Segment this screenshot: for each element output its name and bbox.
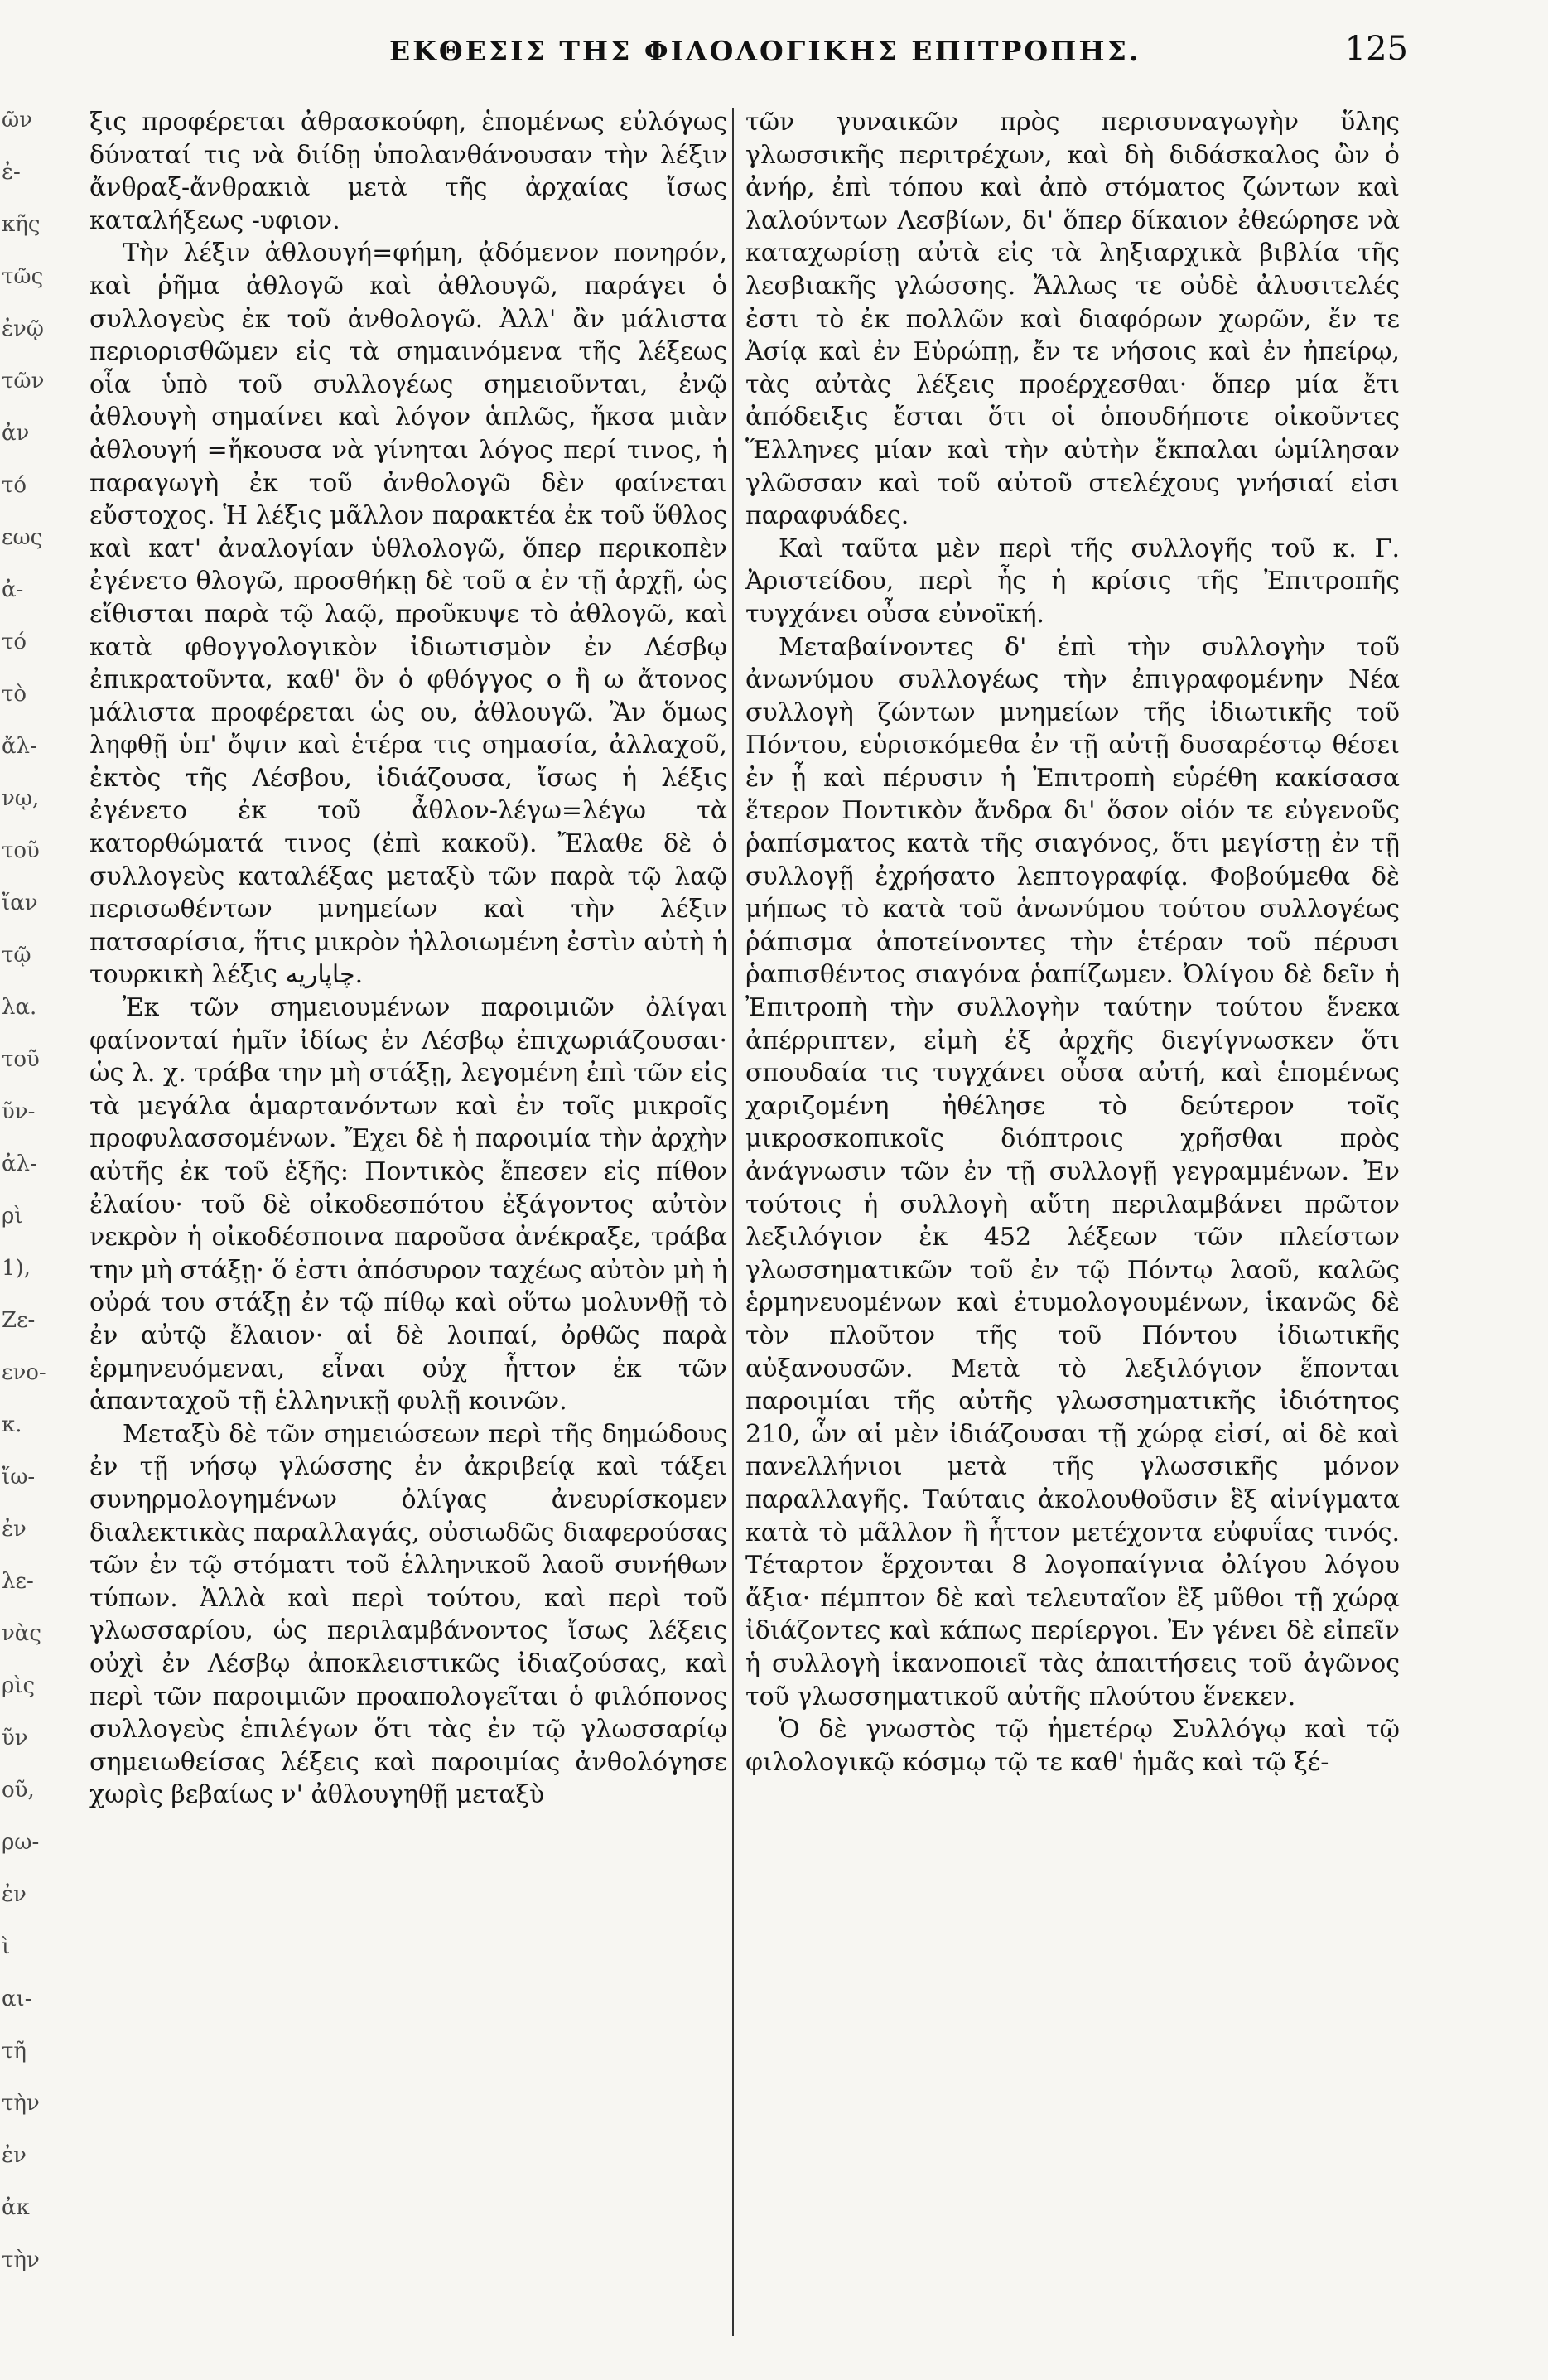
margin-fragment: ἐνῷ <box>2 316 44 341</box>
margin-fragment: τὸ <box>2 682 27 707</box>
margin-fragment: ἴω- <box>2 1465 36 1489</box>
margin-fragment: ἐν <box>2 2143 27 2168</box>
left-column-paragraph: Μεταξὺ δὲ τῶν σημειώσεων περὶ τῆς δημώδους ἐν τῇ νήσῳ γλώσσης ἐν ἀκριβείᾳ καὶ τάξει συνηρμολογημένων ὀλίγας ἀνευρίσκομεν διαλεκτικὰς παραλλαγάς, οὐσιωδῶς διαφερούσας τῶν ἐν τῷ στόματι τοῦ ἑλληνικοῦ λαοῦ συνήθων τύπων. Ἀλλὰ καὶ περὶ τούτου, καὶ περὶ τοῦ γλωσσαρίου, ὡς περιλαμβάνοντος ἴσως λέξεις οὐχὶ ἐν Λέσβῳ ἀποκλειστικῶς ἰδιαζούσας, καὶ περὶ τῶν παροιμιῶν προαπολογεῖται ὁ φιλόπονος συλλογεὺς ἐπιλέγων ὅτι τὰς ἐν τῷ γλωσσαρίῳ σημειωθείσας λέξεις καὶ παροιμίας ἀνθολόγησε χωρὶς βεβαίως ν' ἀθλουγηθῇ μεταξὺ <box>89 1419 727 1810</box>
margin-fragment: ἐν <box>2 1882 27 1907</box>
margin-fragment: ἀ- <box>2 577 24 602</box>
right-column-paragraph: τῶν γυναικῶν πρὸς περισυναγωγὴν ὕλης γλωσσικῆς περιτρέχων, καὶ δὴ διδάσκαλος ὢν ὁ ἀνήρ, ἐπὶ τόπου καὶ ἀπὸ στόματος ζώντων καὶ λαλούντων Λεσβίων, δι' ὅπερ δίκαιον ἐθεώρησε νὰ καταχωρίσῃ αὐτὰ εἰς τὰ ληξιαρχικὰ βιβλία τῆς λεσβιακῆς γλώσσης. Ἄλλως τε οὐδὲ ἀλυσιτελές ἐστι τὸ ἐκ πολλῶν καὶ διαφόρων χωρῶν, ἔν τε Ἀσίᾳ καὶ ἐν Εὐρώπῃ, ἔν τε νήσοις καὶ ἐν ἠπείρῳ, τὰς αὐτὰς λέξεις προέρχεσθαι· ὅπερ μία ἔτι ἀπόδειξις ἔσται ὅτι οἱ ὁπουδήποτε οἰκοῦντες Ἕλληνες μίαν καὶ τὴν αὐτὴν ἔκπαλαι ὡμίλησαν γλῶσσαν καὶ τοῦ αὐτοῦ στελέχους γνήσιαί εἰσι παραφυάδες. <box>745 108 1400 531</box>
left-column-paragraph: ξις προφέρεται ἀθρασκούφη, ἑπομένως εὐλόγως δύναταί τις νὰ διίδῃ ὑπολανθάνουσαν τὴν λέξιν ἄνθραξ-ἄνθρακιὰ μετὰ τῆς ἀρχαίας ἴσως καταλήξεως -υφιον. <box>89 108 727 235</box>
right-column <box>745 106 1400 1779</box>
margin-fragment: τό <box>2 630 27 654</box>
margin-fragment: ῦν- <box>2 1099 36 1124</box>
margin-fragment: νὰς <box>2 1621 41 1646</box>
margin-fragment: οῦ, <box>2 1778 35 1803</box>
column-divider <box>732 108 734 2336</box>
left-margin-bleed-through <box>0 108 50 2344</box>
margin-fragment: ενο- <box>2 1360 46 1385</box>
right-column-paragraph: Καὶ ταῦτα μὲν περὶ τῆς συλλογῆς τοῦ κ. Γ. Ἀριστείδου, περὶ ἧς ἡ κρίσις τῆς Ἐπιτροπῆς τυγχάνει οὖσα εὐνοϊκή. <box>745 533 1400 629</box>
margin-fragment: ἐ- <box>2 160 21 185</box>
margin-fragment: ὶ <box>2 1934 11 1959</box>
margin-fragment: ἀλ- <box>2 1151 37 1176</box>
margin-fragment: τοῦ <box>2 1047 40 1072</box>
margin-fragment: τοῦ <box>2 838 40 863</box>
margin-fragment: ῦν <box>2 1726 28 1750</box>
margin-fragment: τὴν <box>2 2247 40 2272</box>
margin-fragment: ρω- <box>2 1830 40 1855</box>
margin-fragment: τῷ <box>2 943 31 968</box>
margin-fragment: τῶν <box>2 369 45 393</box>
margin-fragment: 1), <box>2 1256 31 1281</box>
margin-fragment: τῶς <box>2 264 44 289</box>
left-column-paragraph: Ἐκ τῶν σημειουμένων παροιμιῶν ὀλίγαι φαίνονταί ἡμῖν ἰδίως ἐν Λέσβῳ ἐπιχωριάζουσαι· ὡς λ. χ. τράβα την μὴ στάξῃ, λεγομένη ἐπὶ τῶν εἰς τὰ μεγάλα ἁμαρτανόντων καὶ ἐν τοῖς μικροῖς προφυλασσομένων. Ἔχει δὲ ἡ παροιμία τὴν ἀρχὴν αὐτῆς ἐκ τοῦ ἑξῆς: Ποντικὸς ἔπεσεν εἰς πίθον ἐλαίου· τοῦ δὲ οἰκοδεσπότου ἐξάγοντος αὐτὸν νεκρὸν ἡ οἰκοδέσποινα παροῦσα ἀνέκραξε, τράβα την μὴ στάξῃ· ὅ ἐστι ἀπόσυρον ταχέως αὐτὸν μὴ ἡ οὐρά του στάξῃ ἐν τῷ πίθῳ καὶ οὕτω μολυνθῇ τὸ ἐν αὐτῷ ἔλαιον· αἱ δὲ λοιπαί, ὀρθῶς παρὰ ἑρμηνευόμεναι, εἶναι οὐχ ἧττον ἐκ τῶν ἁπανταχοῦ τῇ ἑλληνικῇ φυλῇ κοινῶν. <box>89 993 727 1417</box>
margin-fragment: τῆ <box>2 2039 27 2064</box>
margin-fragment: τὴν <box>2 2091 40 2116</box>
margin-fragment: ρὶς <box>2 1673 36 1698</box>
left-column <box>89 106 727 1812</box>
page-number: 125 <box>1344 30 1408 68</box>
margin-fragment: εως <box>2 525 43 550</box>
margin-fragment: νῳ, <box>2 786 40 811</box>
margin-fragment: αι- <box>2 1987 32 2011</box>
margin-fragment: κῆς <box>2 212 41 237</box>
margin-fragment: ἄλ- <box>2 734 37 759</box>
right-column-paragraph: Μεταβαίνοντες δ' ἐπὶ τὴν συλλογὴν τοῦ ἀνωνύμου συλλογέως τὴν ἐπιγραφομένην Νέα συλλογὴ ζώντων μνημείων τῆς ἰδιωτικῆς τοῦ Πόντου, εὑρισκόμεθα ἐν τῇ αὐτῇ δυσαρέστῳ θέσει ἐν ᾗ καὶ πέρυσιν ἡ Ἐπιτροπὴ εὑρέθη κακίσασα ἕτερον Ποντικὸν ἄνδρα δι' ὅσον οἱόν τε εὐγενοῦς ῥαπίσματος κατὰ τῆς σιαγόνος, ὅτι μεγίστῃ ἐν τῇ συλλογῇ ἐχρήσατο λεπτογραφίᾳ. Φοβούμεθα δὲ μήπως τὸ κατὰ τοῦ ἀνωνύμου τούτου συλλογέως ῥάπισμα ἀποτείνοντες τὴν ἑτέραν τοῦ πέρυσι ῥαπισθέντος σιαγόνα ῥαπίζωμεν. Ὀλίγου δὲ δεῖν ἡ Ἐπιτροπὴ τὴν συλλογὴν ταύτην τούτου ἕνεκα ἀπέρριπτεν, εἰμὴ ἐξ ἀρχῆς διεγίγνωσκεν ὅτι σπουδαία τις τυγχάνει οὖσα αὐτή, καὶ ἑπομένως χαριζομένη ἠθέλησε τὸ δεύτερον τοῖς μικροσκοπικοῖς διόπτροις χρῆσθαι πρὸς ἀνάγνωσιν τῶν ἐν τῇ συλλογῇ γεγραμμένων. Ἐν τούτοις ἡ συλλογὴ αὕτη περιλαμβάνει πρῶτον λεξιλόγιον ἐκ 452 λέξεων τῶν πλείστων γλωσσηματικῶν τοῦ ἐν τῷ Πόντῳ λαοῦ, καλῶς ἑρμηνευομένων καὶ ἐτυμολογουμένων, ἱκανῶς δὲ τὸν πλοῦτον τῆς τοῦ Πόντου ἰδιωτικῆς αὐξανουσῶν. Μετὰ τὸ λεξιλόγιον ἕπονται παροιμίαι τῆς αὐτῆς γλωσσηματικῆς ἰδιότητος 210, ὧν αἱ μὲν ἰδιάζουσαι τῇ χώρᾳ εἰσί, αἱ δὲ καὶ πανελλήνιοι μετὰ τῆς γλωσσικῆς μόνον παραλλαγῆς. Ταύταις ἀκολουθοῦσιν ἓξ αἰνίγματα κατὰ τὸ μᾶλλον ἢ ἧττον μετέχοντα εὐφυΐας τινός. Τέταρτον ἔρχονται 8 λογοπαίγνια ὀλίγου λόγου ἄξια· πέμπτον δὲ καὶ τελευταῖον ἓξ μῦθοι τῇ χώρᾳ ἰδιάζοντες καὶ κάπως περίεργοι. Ἐν γένει δὲ εἰπεῖν ἡ συλλογὴ ἱκανοποιεῖ τὰς ἀπαιτήσεις τοῦ ἀγῶνος τοῦ γλωσσηματικοῦ αὐτῆς πλούτου ἕνεκεν. <box>745 632 1400 1711</box>
right-column-paragraph: Ὁ δὲ γνωστὸς τῷ ἡμετέρῳ Συλλόγῳ καὶ τῷ φιλολογικῷ κόσμῳ τῷ τε καθ' ἡμᾶς καὶ τῷ ξέ- <box>745 1715 1400 1777</box>
margin-fragment: ἀκ <box>2 2195 30 2220</box>
left-column-paragraph: Τὴν λέξιν ἀθλουγή=φήμη, ᾀδόμενον πονηρόν, καὶ ῥῆμα ἀθλογῶ καὶ ἀθλουγῶ, παράγει ὁ συλλογεὺς ἐκ τοῦ ἀνθολογῶ. Ἀλλ' ἂν μάλιστα περιορισθῶμεν εἰς τὰ σημαινόμενα τῆς λέξεως οἷα ὑπὸ τοῦ συλλογέως σημειοῦνται, ἐνῷ ἀθλουγὴ σημαίνει καὶ λόγον ἁπλῶς, ἤκσα μιὰν ἀθλουγή =ἤκουσα νὰ γίνηται λόγος περί τινος, ἡ παραγωγὴ ἐκ τοῦ ἀνθολογῶ δὲν φαίνεται εὔστοχος. Ἡ λέξις μᾶλλον παρακτέα ἐκ τοῦ ὕθλος καὶ κατ' ἀναλογίαν ὑθλολογῶ, ὅπερ περικοπὲν ἐγένετο θλογῶ, προσθήκῃ δὲ τοῦ α ἐν τῇ ἀρχῇ, ὡς εἴθισται παρὰ τῷ λαῷ, προῦκυψε τὸ ἀθλογῶ, καὶ κατὰ φθογγολογικὸν ἰδιωτισμὸν ἐν Λέσβῳ ἐπικρατοῦντα, καθ' ὃν ὁ φθόγγος ο ἢ ω ἄτονος μάλιστα προφέρεται ὡς ου, ἀθλουγῶ. Ἂν ὅμως ληφθῇ ὑπ' ὄψιν καὶ ἑτέρα τις σημασία, ἀλλαχοῦ, ἐκτὸς τῆς Λέσβου, ἰδιάζουσα, ἴσως ἡ λέξις ἐγένετο ἐκ τοῦ ἆθλον-λέγω=λέγω τὰ κατορθώματά τινος (ἐπὶ κακοῦ). Ἔλαθε δὲ ὁ συλλογεὺς καταλέξας μεταξὺ τῶν παρὰ τῷ λαῷ περισωθέντων μνημείων καὶ τὴν λέξιν πατσαρίσια, ἥτις μικρὸν ἠλλοιωμένη ἐστὶν αὐτὴ ἡ τουρκικὴ λέξις چاپاريه. <box>89 239 727 990</box>
margin-fragment: ἐν <box>2 1517 27 1542</box>
margin-fragment: ἴαν <box>2 891 38 915</box>
margin-fragment: κ. <box>2 1412 22 1437</box>
margin-fragment: λα. <box>2 995 37 1020</box>
margin-fragment: τό <box>2 473 27 498</box>
margin-fragment: Ζε- <box>2 1308 36 1333</box>
margin-fragment: ρὶ <box>2 1204 23 1229</box>
margin-fragment: λε- <box>2 1569 34 1594</box>
running-header <box>389 25 1408 83</box>
header-title: ΕΚΘΕΣΙΣ ΤΗΣ ΦΙΛΟΛΟΓΙΚΗΣ ΕΠΙΤΡΟΠΗΣ. <box>389 35 1141 67</box>
margin-fragment: ἀν <box>2 421 30 446</box>
margin-fragment: ῶν <box>2 108 33 133</box>
